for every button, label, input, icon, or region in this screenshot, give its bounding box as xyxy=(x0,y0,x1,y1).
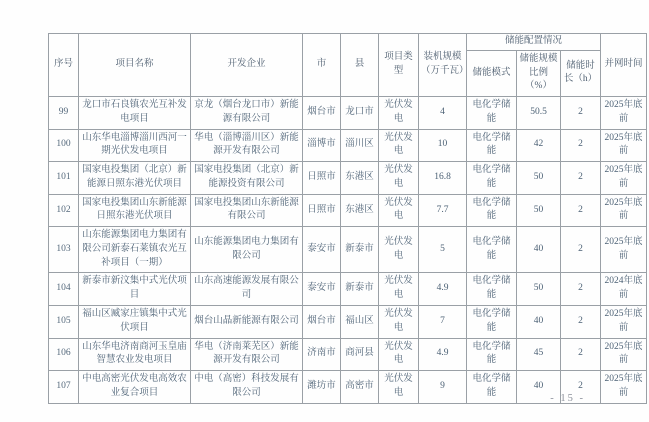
cell-project-type: 光伏发电 xyxy=(379,227,419,273)
cell-city: 潍坊市 xyxy=(303,371,341,404)
cell-seq: 100 xyxy=(49,129,79,162)
cell-project-name: 新泰市新汶集中式光伏项目 xyxy=(79,273,191,306)
cell-county: 福山区 xyxy=(341,306,379,339)
header-storage-group: 储能配置情况 xyxy=(467,34,601,51)
table-row xyxy=(49,129,647,162)
cell-county: 商河县 xyxy=(341,338,379,371)
header-project-type: 项目类型 xyxy=(379,34,419,97)
cell-seq: 101 xyxy=(49,162,79,195)
page-number: - 15 - xyxy=(550,393,585,404)
cell-storage-duration: 2 xyxy=(561,371,601,404)
cell-grid-time: 2024年底前 xyxy=(601,273,647,306)
table-row xyxy=(49,162,647,195)
cell-project-name: 龙口市石良镇农光互补发电项目 xyxy=(79,97,191,130)
cell-city: 日照市 xyxy=(303,194,341,227)
cell-developer: 国家电投集团山东新能源有限公司 xyxy=(191,194,303,227)
cell-storage-mode: 电化学储能 xyxy=(467,227,517,273)
cell-city: 烟台市 xyxy=(303,97,341,130)
cell-project-name: 国家电投集团（北京）新能源日照东港光伏项目 xyxy=(79,162,191,195)
cell-storage-ratio: 40 xyxy=(517,306,561,339)
cell-storage-ratio: 50 xyxy=(517,273,561,306)
cell-county: 龙口市 xyxy=(341,97,379,130)
cell-developer: 中电（高密）科技发展有限公司 xyxy=(191,371,303,404)
cell-project-name: 山东华电济南商河玉皇庙智慧农业发电项目 xyxy=(79,338,191,371)
cell-storage-mode: 电化学储能 xyxy=(467,306,517,339)
cell-project-name: 山东华电淄博淄川西河一期光伏发电项目 xyxy=(79,129,191,162)
header-storage-duration: 储能时长（h） xyxy=(561,50,601,96)
cell-city: 济南市 xyxy=(303,338,341,371)
cell-storage-duration: 2 xyxy=(561,273,601,306)
table-row xyxy=(49,306,647,339)
cell-storage-duration: 2 xyxy=(561,97,601,130)
table-row xyxy=(49,273,647,306)
cell-storage-ratio: 50.5 xyxy=(517,97,561,130)
cell-storage-mode: 电化学储能 xyxy=(467,273,517,306)
cell-city: 烟台市 xyxy=(303,306,341,339)
cell-capacity: 5 xyxy=(419,227,467,273)
cell-storage-duration: 2 xyxy=(561,129,601,162)
cell-storage-ratio: 40 xyxy=(517,371,561,404)
cell-capacity: 4.9 xyxy=(419,273,467,306)
cell-seq: 104 xyxy=(49,273,79,306)
cell-storage-ratio: 45 xyxy=(517,338,561,371)
cell-project-type: 光伏发电 xyxy=(379,97,419,130)
cell-seq: 107 xyxy=(49,371,79,404)
projects-table xyxy=(48,33,647,404)
cell-seq: 105 xyxy=(49,306,79,339)
cell-capacity: 9 xyxy=(419,371,467,404)
cell-project-type: 光伏发电 xyxy=(379,273,419,306)
cell-capacity: 10 xyxy=(419,129,467,162)
cell-project-name: 山东能源集团电力集团有限公司新泰石莱镇农光互补项目（一期） xyxy=(79,227,191,273)
cell-project-name: 中电高密光伏发电高效农业复合项目 xyxy=(79,371,191,404)
table-row xyxy=(49,338,647,371)
cell-storage-duration: 2 xyxy=(561,306,601,339)
header-capacity: 装机规模（万千瓦） xyxy=(419,34,467,97)
cell-storage-duration: 2 xyxy=(561,162,601,195)
cell-storage-duration: 2 xyxy=(561,227,601,273)
cell-storage-duration: 2 xyxy=(561,338,601,371)
cell-seq: 102 xyxy=(49,194,79,227)
table-row xyxy=(49,227,647,273)
cell-project-name: 福山区臧家庄镇集中式光伏项目 xyxy=(79,306,191,339)
cell-developer: 京龙（烟台龙口市）新能源有限公司 xyxy=(191,97,303,130)
cell-county: 高密市 xyxy=(341,371,379,404)
cell-grid-time: 2025年底前 xyxy=(601,194,647,227)
cell-project-type: 光伏发电 xyxy=(379,194,419,227)
cell-project-name: 国家电投集团山东新能源日照东港光伏项目 xyxy=(79,194,191,227)
cell-storage-mode: 电化学储能 xyxy=(467,371,517,404)
cell-grid-time: 2025年底前 xyxy=(601,129,647,162)
cell-project-type: 光伏发电 xyxy=(379,338,419,371)
cell-project-type: 光伏发电 xyxy=(379,162,419,195)
projects-table-body xyxy=(49,97,647,404)
table-row xyxy=(49,97,647,130)
cell-developer: 山东能源集团电力集团有限公司 xyxy=(191,227,303,273)
cell-capacity: 4.9 xyxy=(419,338,467,371)
cell-city: 泰安市 xyxy=(303,227,341,273)
cell-city: 泰安市 xyxy=(303,273,341,306)
cell-city: 淄博市 xyxy=(303,129,341,162)
header-county: 县 xyxy=(341,34,379,97)
table-row xyxy=(49,194,647,227)
header-project-name: 项目名称 xyxy=(79,34,191,97)
header-seq: 序号 xyxy=(49,34,79,97)
cell-storage-ratio: 40 xyxy=(517,227,561,273)
cell-county: 新泰市 xyxy=(341,227,379,273)
cell-capacity: 16.8 xyxy=(419,162,467,195)
cell-storage-mode: 电化学储能 xyxy=(467,129,517,162)
cell-grid-time: 2025年底前 xyxy=(601,371,647,404)
cell-grid-time: 2025年底前 xyxy=(601,227,647,273)
cell-seq: 103 xyxy=(49,227,79,273)
cell-capacity: 7 xyxy=(419,306,467,339)
cell-storage-mode: 电化学储能 xyxy=(467,97,517,130)
cell-project-type: 光伏发电 xyxy=(379,371,419,404)
cell-developer: 烟台山晶新能源有限公司 xyxy=(191,306,303,339)
cell-county: 东港区 xyxy=(341,162,379,195)
cell-seq: 106 xyxy=(49,338,79,371)
header-storage-ratio: 储能规模比例（%） xyxy=(517,50,561,96)
cell-storage-mode: 电化学储能 xyxy=(467,162,517,195)
cell-project-type: 光伏发电 xyxy=(379,306,419,339)
cell-developer: 国家电投集团（北京）新能源投资有限公司 xyxy=(191,162,303,195)
header-storage-mode: 储能模式 xyxy=(467,50,517,96)
cell-capacity: 4 xyxy=(419,97,467,130)
cell-storage-ratio: 50 xyxy=(517,194,561,227)
header-grid-time: 并网时间 xyxy=(601,34,647,97)
cell-grid-time: 2025年底前 xyxy=(601,338,647,371)
cell-storage-ratio: 50 xyxy=(517,162,561,195)
cell-grid-time: 2025年底前 xyxy=(601,162,647,195)
cell-project-type: 光伏发电 xyxy=(379,129,419,162)
header-developer: 开发企业 xyxy=(191,34,303,97)
cell-city: 日照市 xyxy=(303,162,341,195)
cell-county: 新泰市 xyxy=(341,273,379,306)
cell-storage-mode: 电化学储能 xyxy=(467,194,517,227)
cell-capacity: 7.7 xyxy=(419,194,467,227)
cell-county: 淄川区 xyxy=(341,129,379,162)
cell-storage-duration: 2 xyxy=(561,194,601,227)
cell-storage-ratio: 42 xyxy=(517,129,561,162)
cell-county: 东港区 xyxy=(341,194,379,227)
cell-grid-time: 2025年底前 xyxy=(601,97,647,130)
header-city: 市 xyxy=(303,34,341,97)
cell-grid-time: 2025年底前 xyxy=(601,306,647,339)
cell-seq: 99 xyxy=(49,97,79,130)
cell-developer: 华电（济南莱芜区）新能源开发有限公司 xyxy=(191,338,303,371)
cell-storage-mode: 电化学储能 xyxy=(467,338,517,371)
cell-developer: 山东高速能源发展有限公司 xyxy=(191,273,303,306)
cell-developer: 华电（淄博淄川区）新能源开发有限公司 xyxy=(191,129,303,162)
